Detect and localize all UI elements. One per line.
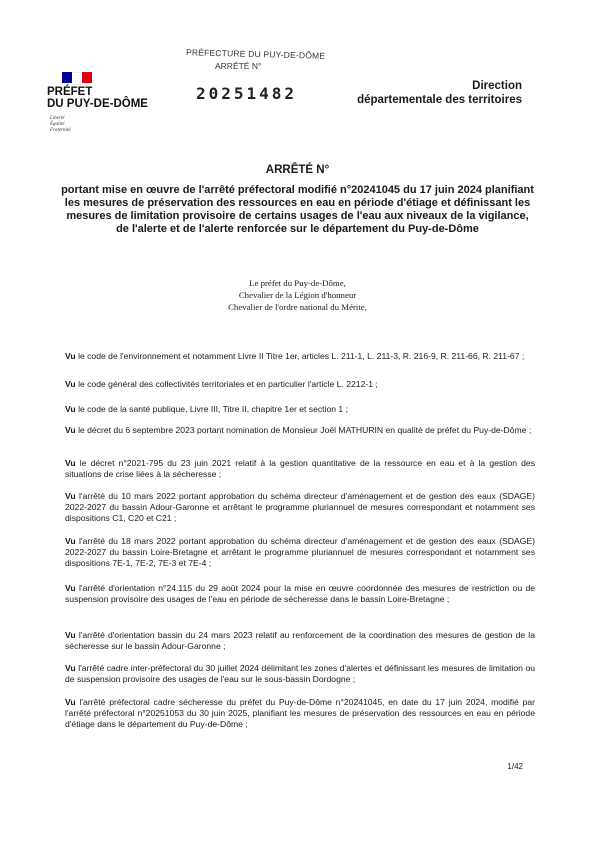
stamp-arrete-number: 20251482 (196, 84, 298, 103)
visa-paragraph (65, 458, 535, 480)
visa-text: l'arrêté préfectoral cadre sécheresse du préfet du Puy-de-Dôme n°20241045, en date du 17 juin 2024, modifié par l'arrêté préfectoral n°20251053 du 30 juin 2025, planifiant les mesures de préservation des ressources en eau en période d'étiage dans le département du Puy-de-Dôme ; (65, 697, 535, 730)
visa-paragraph (65, 379, 535, 390)
motto-fraternite: Fraternité (50, 128, 71, 133)
visa-text: le décret du 6 septembre 2023 portant nomination de Monsieur Joël MATHURIN en qualité de préfet du Puy-de-Dôme ; (78, 425, 532, 435)
visa-lead: Vu (65, 536, 76, 546)
direction-heading (322, 79, 522, 107)
prefet-signatory-block (150, 277, 445, 313)
visa-text: l'arrêté du 18 mars 2022 portant approbation du schéma directeur d'aménagement et de gestion des eaux (SDAGE) 2022-2027 du bassin Loire-Bretagne et arrêtant le programme pluriannuel de mesures correspondant et notamment ses dispositions 7E-1, 7E-2, 7E-3 et 7E-4 ; (65, 536, 535, 569)
visa-lead: Vu (65, 458, 76, 468)
motto-egalite: Égalité (50, 122, 65, 127)
flag-white-stripe (72, 72, 82, 85)
visa-lead: Vu (65, 425, 76, 435)
visa-paragraph (65, 697, 535, 731)
visa-text: le code de la santé publique, Livre III, Titre II, chapitre 1er et section 1 ; (78, 404, 348, 414)
motto-liberte: Liberté (50, 116, 65, 121)
visa-text: l'arrêté d'orientation n°24.115 du 29 août 2024 pour la mise en œuvre coordonnée des mesures de restriction ou de suspension provisoire des usages de l'eau en période de sécheresse dans le bassin Loire-Bretagne ; (65, 583, 535, 605)
direction-line-2: départementale des territoires (357, 94, 522, 106)
logo-line-2: DU PUY-DE-DÔME (47, 98, 148, 110)
visa-text: l'arrêté cadre inter-préfectoral du 30 juillet 2024 délimitant les zones d'alertes et définissant les mesures de limitation ou de suspension provisoire des usages de l'eau sur le sous-bassin Dordogne ; (65, 663, 536, 685)
visa-lead: Vu (65, 379, 76, 389)
visa-lead: Vu (65, 491, 76, 501)
visa-text: l'arrêté d'orientation bassin du 24 mars 2023 relatif au renforcement de la coordination des mesures de gestion de la sécheresse sur le bassin Adour-Garonne ; (65, 630, 536, 652)
visa-paragraph (65, 425, 535, 436)
visa-lead: Vu (65, 663, 76, 673)
prefet-logo-text (47, 86, 148, 110)
marianne-flag-logo (62, 72, 92, 83)
visa-paragraph (65, 351, 535, 362)
arrete-title: ARRÊTÉ N° (265, 164, 330, 176)
visa-lead: Vu (65, 697, 76, 707)
direction-line-1: Direction (472, 80, 522, 92)
flag-blue-stripe (62, 72, 72, 83)
visa-lead: Vu (65, 630, 76, 640)
visa-text: le code de l'environnement et notamment Livre II Titre 1er, articles L. 211-1, L. 211-3, R. 216-9, R. 211-66, R. 211-67 ; (78, 351, 525, 361)
prefet-line-2: Chevalier de la Légion d'honneur (238, 290, 357, 300)
visa-paragraph (65, 404, 535, 415)
logo-line-1: PRÉFET (47, 86, 93, 98)
arrete-subtitle: portant mise en œuvre de l'arrêté préfectoral modifié n°20241045 du 17 juin 2024 planifiant les mesures de préservation des ressources en eau en période d'étiage et définissant les mesures de limitation provisoire de certains usages de l'eau aux niveaux de la vigilance, de l'alerte et de l'alerte renforcée sur le département du Puy-de-Dôme (61, 184, 534, 235)
prefet-line-3: Chevalier de l'ordre national du Mérite, (228, 302, 367, 312)
flag-red-stripe (82, 72, 92, 83)
visa-paragraph (65, 491, 535, 525)
republic-motto (50, 116, 71, 134)
visa-lead: Vu (65, 404, 76, 414)
page-number: 1/42 (507, 762, 523, 771)
visa-text: l'arrêté du 10 mars 2022 portant approbation du schéma directeur d'aménagement et de gestion des eaux (SDAGE) 2022-2027 du bassin Adour-Garonne et arrêtant le programme pluriannuel de mesures correspondant et notamment ses dispositions C1, C20 et C21 ; (65, 491, 535, 524)
visa-lead: Vu (65, 583, 76, 593)
stamp-prefecture: PRÉFECTURE DU PUY-DE-DÔME (185, 47, 326, 61)
visa-lead: Vu (65, 351, 76, 361)
visa-text: le code général des collectivités territoriales et en particulier l'article L. 2212-1 ; (78, 379, 378, 389)
stamp-arrete-label: ARRÊTÉ N° (215, 61, 262, 71)
visa-paragraph (65, 583, 535, 605)
visa-paragraph (65, 536, 535, 570)
prefet-line-1: Le préfet du Puy-de-Dôme, (249, 278, 346, 288)
visa-paragraph (65, 663, 535, 685)
visa-text: le décret n°2021-795 du 23 juin 2021 relatif à la gestion quantitative de la ressource en eau et à la gestion des situations de crise liées à la sécheresse ; (65, 458, 535, 480)
visa-paragraph (65, 630, 535, 652)
